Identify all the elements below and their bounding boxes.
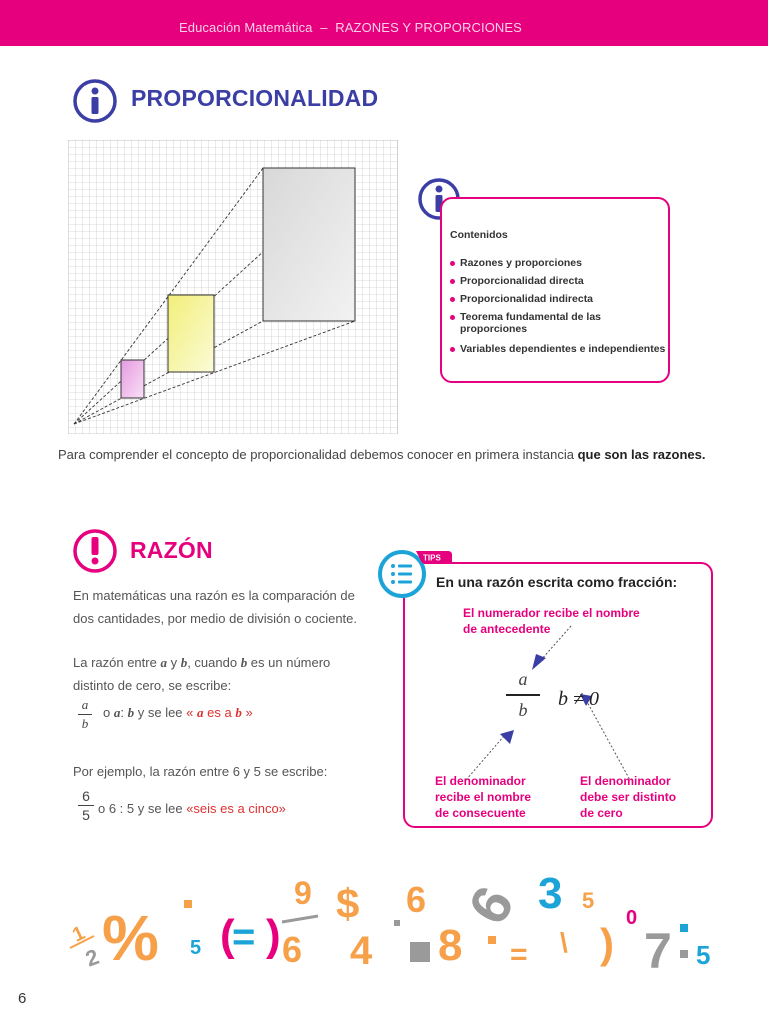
deco-symbol: 1 <box>69 922 89 947</box>
contents-item: Proporcionalidad indirecta <box>450 293 666 305</box>
deco-symbol: ) <box>266 911 281 960</box>
fraction-a-b <box>78 697 92 732</box>
deco-symbol: 3 <box>538 869 563 918</box>
fraction-numerator: 6 <box>82 788 90 804</box>
deco-symbol: 4 <box>350 929 373 973</box>
deco-symbol: ) <box>600 920 614 967</box>
text: y se lee <box>137 705 183 720</box>
note-line: El denominador <box>580 774 671 788</box>
fraction-6-5 <box>78 788 94 823</box>
example-text: Por ejemplo, la razón entre 6 y 5 se escribe: <box>73 764 328 779</box>
intro-paragraph <box>58 447 705 462</box>
contents-item: Teorema fundamental de las proporciones <box>450 311 666 335</box>
exclamation-icon <box>72 528 118 574</box>
deco-symbol: 5 <box>190 937 202 959</box>
fraction-bar <box>78 805 94 806</box>
contents-box <box>440 197 670 383</box>
header-subject: Educación Matemática <box>179 20 313 35</box>
page-number: 6 <box>18 990 27 1007</box>
text: « <box>186 705 194 720</box>
proportional-rectangles-figure <box>68 140 398 434</box>
deco-symbol: 5 <box>696 940 711 970</box>
condition-line-2: distinto de cero, se escribe: <box>73 678 232 693</box>
text: : <box>120 705 124 720</box>
section-title-razon: RAZÓN <box>130 537 213 563</box>
fraction-bar <box>78 714 92 715</box>
var-b: b <box>235 705 242 720</box>
header-separator: – <box>320 20 328 35</box>
var-b: b <box>127 705 135 720</box>
note-line: de cero <box>580 806 623 820</box>
reading-quote <box>186 705 253 720</box>
contents-item: Razones y proporciones <box>450 257 666 269</box>
deco-symbol: 6 <box>282 929 303 970</box>
note-line: El numerador recibe el nombre <box>463 606 640 620</box>
deco-symbol: 6 <box>406 879 427 920</box>
deco-symbol: = <box>232 915 256 959</box>
info-icon <box>72 78 118 124</box>
var-b: b <box>180 655 188 670</box>
example-formula <box>98 797 286 820</box>
numerator-note <box>463 605 640 637</box>
nonzero-condition: b ≠ 0 <box>558 688 599 710</box>
fraction-denominator: b <box>81 716 89 731</box>
contents-list <box>450 257 666 361</box>
razon-definition <box>73 584 357 630</box>
deco-symbol: % <box>102 902 159 974</box>
deco-symbol: 2 <box>82 943 103 972</box>
definition-line-1: En matemáticas una razón es la comparación de <box>73 588 355 603</box>
fraction-denominator: b <box>518 700 528 720</box>
contents-item: Variables dependientes e independientes <box>450 343 666 355</box>
text: , cuando <box>187 655 241 670</box>
razon-condition <box>73 651 330 697</box>
note-line: recibe el nombre <box>435 790 532 804</box>
note-line: de consecuente <box>435 806 526 820</box>
definition-line-2: dos cantidades, por medio de división o cociente. <box>73 611 358 626</box>
header-topic: RAZONES Y PROPORCIONES <box>335 20 522 35</box>
var-a: a <box>197 705 204 720</box>
text: o 6 : 5 y se lee <box>98 801 183 816</box>
deco-symbol: $ <box>336 880 360 927</box>
page-header <box>0 0 768 46</box>
fraction-numerator: a <box>81 697 89 712</box>
intro-text: Para comprender el concepto de proporcionalidad debemos conocer en primera instancia <box>58 447 578 462</box>
fraction-bar <box>506 694 540 696</box>
tips-title: En una razón escrita como fracción: <box>436 574 678 590</box>
denominator-note <box>435 773 531 821</box>
deco-symbol: 8 <box>438 921 463 970</box>
deco-symbol: = <box>510 938 528 971</box>
deco-symbol: ( <box>220 911 235 960</box>
text: o <box>103 705 111 720</box>
condition-line-1 <box>73 651 330 674</box>
tips-fraction <box>506 669 540 721</box>
decorative-numbers <box>60 866 720 976</box>
fraction-numerator: a <box>518 669 528 689</box>
text: » <box>245 705 253 720</box>
deco-symbol: 0 <box>626 907 638 929</box>
text: y <box>166 655 181 670</box>
contents-item: Proporcionalidad directa <box>450 275 666 287</box>
header-text <box>179 20 522 35</box>
deco-symbol: 6 <box>455 875 526 935</box>
note-line: El denominador <box>435 774 526 788</box>
contents-heading: Contenidos <box>450 229 508 241</box>
deco-symbol: 5 <box>582 888 595 913</box>
deco-symbol: 7 <box>644 923 672 976</box>
reading-quote: «seis es a cinco» <box>186 801 286 816</box>
var-a: a <box>160 655 167 670</box>
text: es un número <box>247 655 331 670</box>
text: La razón entre <box>73 655 161 670</box>
nonzero-note <box>580 773 676 821</box>
section-title-proporcionalidad: PROPORCIONALIDAD <box>131 85 379 111</box>
tips-badge: TIPS <box>423 553 441 563</box>
note-line: de antecedente <box>463 622 551 636</box>
var-a: a <box>113 705 121 720</box>
deco-symbol: 9 <box>294 875 312 911</box>
note-line: debe ser distinto <box>580 790 677 804</box>
formula-line <box>103 701 253 724</box>
intro-bold: que son las razones. <box>577 447 706 462</box>
deco-symbol: \ <box>560 927 568 958</box>
fraction-denominator: 5 <box>82 807 90 823</box>
var-b: b <box>240 655 248 670</box>
text: es a <box>207 705 232 720</box>
